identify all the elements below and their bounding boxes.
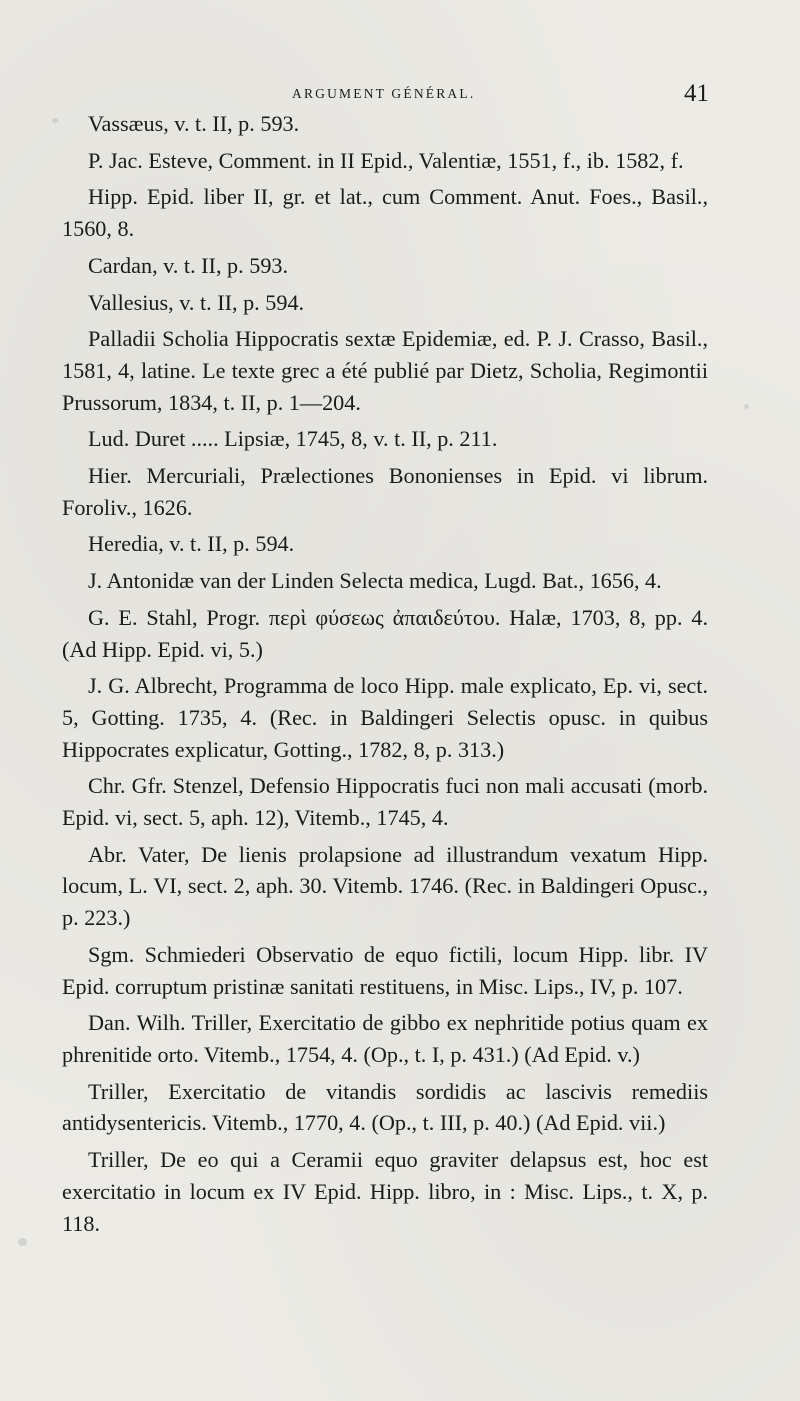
page-header (0, 80, 800, 108)
bibliography-entry: Hipp. Epid. liber II, gr. et lat., cum Comment. Anut. Foes., Basil., 1560, 8. (62, 184, 708, 242)
bibliography-entry: P. Jac. Esteve, Comment. in II Epid., Valentiæ, 1551, f., ib. 1582, f. (88, 147, 684, 173)
bibliography-entry: Heredia, v. t. II, p. 594. (88, 531, 295, 557)
running-title: ARGUMENT GÉNÉRAL. (292, 86, 476, 101)
ink-fleck (52, 118, 58, 123)
bibliography-entry: G. E. Stahl, Progr. περὶ φύσεως ἀπαιδεύτου. Halæ, 1703, 8, pp. 4. (Ad Hipp. Epid. vi, 5.) (62, 604, 708, 662)
bibliography-entry: J. G. Albrecht, Programma de loco Hipp. male explicato, Ep. vi, sect. 5, Gotting. 1735, 4. (Rec. in Baldingeri Selectis opusc. in quibus Hippocrates explicatur, Gotting., 1782, 8, p. 313.) (62, 673, 708, 762)
bibliography-entry: Dan. Wilh. Triller, Exercitatio de gibbo ex nephritide potius quam ex phrenitide orto. Vitemb., 1754, 4. (Op., t. I, p. 431.) (Ad Epid. v.) (62, 1010, 708, 1067)
bibliography-entry: J. Antonidæ van der Linden Selecta medica, Lugd. Bat., 1656, 4. (88, 568, 662, 594)
ink-fleck (18, 1238, 27, 1246)
bibliography-entry: Abr. Vater, De lienis prolapsione ad illustrandum vexatum Hipp. locum, L. VI, sect. 2, aph. 30. Vitemb. 1746. (Rec. in Baldingeri Opusc., p. 223.) (62, 841, 708, 931)
bibliography-entry: Sgm. Schmiederi Observatio de equo fictili, locum Hipp. libr. IV Epid. corruptum pristinæ sanitati restituens, in Misc. Lips., IV, p. 107. (62, 941, 708, 999)
bibliography-entry: Lud. Duret ..... Lipsiæ, 1745, 8, v. t. II, p. 211. (88, 426, 498, 452)
bibliography-entry: Cardan, v. t. II, p. 593. (88, 252, 289, 278)
bibliography-list (62, 108, 708, 1239)
ink-fleck (744, 404, 749, 409)
bibliography-entry: Hier. Mercuriali, Prælectiones Bononienses in Epid. vi librum. Foroliv., 1626. (62, 463, 708, 520)
bibliography-entry: Triller, De eo qui a Ceramii equo graviter delapsus est, hoc est exercitatio in locum ex IV Epid. Hipp. libro, in : Misc. Lips., t. X, p. 118. (62, 1147, 708, 1236)
bibliography-entry: Vassæus, v. t. II, p. 593. (88, 111, 300, 136)
bibliography-entry: Vallesius, v. t. II, p. 594. (88, 289, 305, 315)
page-number: 41 (684, 80, 709, 107)
bibliography-entry: Chr. Gfr. Stenzel, Defensio Hippocratis fuci non mali accusati (morb. Epid. vi, sect. 5, aph. 12), Vitemb., 1745, 4. (62, 773, 708, 831)
bibliography-entry: Triller, Exercitatio de vitandis sordidis ac lascivis remediis antidysentericis. Vitemb., 1770, 4. (Op., t. III, p. 40.) (Ad Epid. vii.) (62, 1078, 708, 1136)
bibliography-entry: Palladii Scholia Hippocratis sextæ Epidemiæ, ed. P. J. Crasso, Basil., 1581, 4, latine. Le texte grec a été publié par Dietz, Scholia, Regimontii Prussorum, 1834, t. II, p. 1—204. (62, 326, 708, 415)
